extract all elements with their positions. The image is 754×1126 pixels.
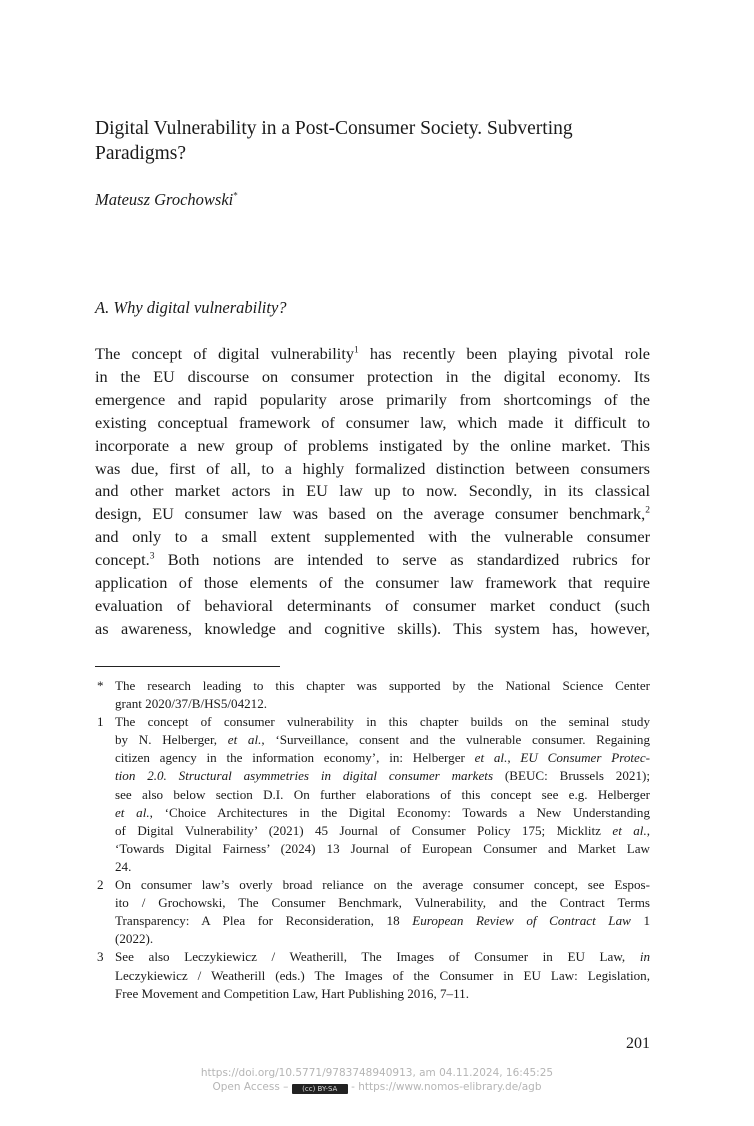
- footnote-line: Leczykiewicz / Weatherill (eds.) The Images of the Consumer in EU Law: Legislation,: [115, 967, 650, 983]
- page-number: 201: [626, 1035, 650, 1052]
- body-line: and only to a small extent supplemented with the vulnerable consumer: [95, 527, 650, 547]
- body-line: was due, first of all, to a highly formalized distinction between consumers: [95, 458, 650, 478]
- footnote-star: [95, 677, 650, 713]
- author-name: [95, 190, 238, 210]
- body-line: as awareness, knowledge and cognitive skills). This system has, however,: [95, 618, 650, 638]
- footnote-line: et al., ‘Choice Architectures in the Digital Economy: Towards a New Understanding: [115, 804, 651, 820]
- body-line: incorporate a new group of problems instigated by the online market. This: [95, 435, 650, 455]
- chapter-title-line: Paradigms?: [95, 143, 186, 164]
- footnote-1: [95, 713, 650, 876]
- chapter-title: [95, 116, 655, 166]
- body-line: emergence and rapid popularity arose primarily from shortcomings of the: [95, 389, 650, 409]
- footnote-line: The concept of consumer vulnerability in this chapter builds on the seminal study: [115, 714, 650, 730]
- footnote-ref-2[interactable]: 2: [645, 505, 650, 516]
- footnote-line: Free Movement and Competition Law, Hart Publishing 2016, 7–11.: [115, 985, 469, 1001]
- footnote-line: ito / Grochowski, The Consumer Benchmark, Vulnerability, and the Contract Terms: [115, 895, 650, 911]
- footnotes: [95, 677, 650, 1003]
- body-line: existing conceptual framework of consumer law, which made it difficult to: [95, 412, 650, 432]
- footnote-mark: 1: [97, 714, 104, 730]
- author-footnote-mark[interactable]: *: [233, 190, 238, 201]
- watermark-doi-link[interactable]: https://doi.org/10.5771/9783748940913, am 04.11.2024, 16:45:25: [200, 1067, 554, 1079]
- watermark-license: Open Access – (cc) BY-SA - https://www.nomos-elibrary.de/agb: [212, 1081, 542, 1093]
- section-heading: A. Why digital vulnerability?: [95, 298, 287, 317]
- footnote-ref-3[interactable]: 3: [149, 551, 155, 562]
- footnote-line: On consumer law’s overly broad reliance on the average consumer concept, see Espos-: [115, 877, 650, 893]
- footnote-mark: *: [97, 678, 104, 693]
- body-line: evaluation of behavioral determinants of consumer market conduct (such: [95, 595, 650, 615]
- footnote-line: grant 2020/37/B/HS5/04212.: [115, 696, 268, 712]
- body-line: concept.$^3$ Both notions are intended to serve as standardized rubrics for: [95, 550, 650, 570]
- footnote-line: Transparency: A Plea for Reconsideration, 18 European Review of Contract Law 1: [115, 913, 650, 929]
- footnote-line: by N. Helberger, et al., ‘Surveillance, consent and the vulnerable consumer. Regaining: [115, 732, 651, 748]
- footnote-line: see also below section D.I. On further elaborations of this concept see e.g. Helberger: [115, 786, 650, 802]
- author-text: Mateusz Grochowski: [95, 190, 234, 209]
- cc-by-sa-badge[interactable]: (cc) BY-SA: [292, 1084, 348, 1094]
- footnote-line: See also Leczykiewicz / Weatherill, The Images of Consumer in EU Law, in: [115, 949, 650, 965]
- footnote-divider: [95, 666, 280, 667]
- body-line: design, EU consumer law was based on the average consumer benchmark,$^2$: [95, 504, 650, 524]
- watermark-agb-link[interactable]: - https://www.nomos-elibrary.de/agb: [347, 1081, 542, 1093]
- footnote-mark: 3: [97, 949, 104, 965]
- footnote-line: 24.: [115, 858, 132, 874]
- footnote-line: citizen agency in the information economy’, in: Helberger et al., EU Consumer Protec-: [115, 750, 651, 766]
- body-line: application of those elements of the consumer law framework that require: [95, 573, 650, 593]
- body-line: The concept of digital vulnerability$^1$ has recently been playing pivotal role: [95, 344, 650, 363]
- footnote-line: (2022).: [115, 931, 154, 947]
- body-line: and other market actors in EU law up to now. Secondly, in its classical: [95, 481, 650, 501]
- footnote-line: tion 2.0. Structural asymmetries in digital consumer markets (BEUC: Brussels 2021);: [115, 768, 650, 784]
- footnote-line: The research leading to this chapter was supported by the National Science Center: [115, 678, 650, 693]
- footnote-line: of Digital Vulnerability’ (2021) 45 Journal of Consumer Policy 175; Micklitz et al.,: [115, 822, 650, 838]
- body-paragraph: [95, 343, 650, 641]
- footnote-2: [95, 876, 650, 948]
- chapter-title-line: Digital Vulnerability in a Post-Consumer Society. Subverting: [95, 118, 573, 139]
- footnote-mark: 2: [97, 877, 104, 893]
- footnote-3: [95, 948, 650, 1002]
- body-line: in the EU discourse on consumer protection in the digital economy. Its: [95, 366, 650, 386]
- footnote-ref-1[interactable]: 1: [353, 345, 359, 356]
- footnote-line: ‘Towards Digital Fairness’ (2024) 13 Journal of European Consumer and Market Law: [115, 840, 650, 856]
